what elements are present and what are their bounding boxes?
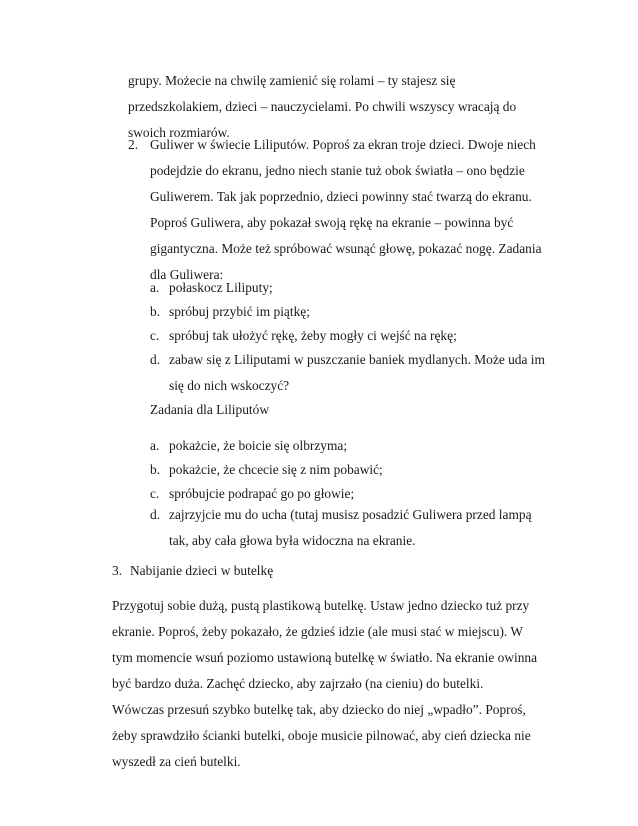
guliwer-task-a-letter: a.: [150, 280, 160, 295]
liliput-task-b: pokażcie, że chcecie się z nim pobawić;: [169, 462, 383, 477]
guliwer-task-c-letter: c.: [150, 328, 160, 343]
guliwer-task-b: spróbuj przybić im piątkę;: [169, 304, 310, 319]
liliput-task-d: zajrzyjcie mu do ucha (tutaj musisz posadzić Guliwera przed lampą tak, aby cała głowa była widoczna na ekranie.: [169, 507, 532, 548]
guliwer-task-d: zabaw się z Liliputami w puszczanie baniek mydlanych. Może uda im się do nich wskoczyć?: [169, 352, 545, 393]
guliwer-task-a: połaskocz Liliputy;: [169, 280, 273, 295]
guliwer-task-c: spróbuj tak ułożyć rękę, żeby mogły ci wejść na rękę;: [169, 328, 457, 343]
item-2-text: Guliwer w świecie Liliputów. Poproś za ekran troje dzieci. Dwoje niech podejdzie do ekranu, jedno niech stanie tuż obok światła – ono będzie Guliwerem. Tak jak poprzednio, dzieci powinny stać twarzą do ekranu. Poproś Guliwera, aby pokazał swoją rękę na ekranie – powinna być gigantyczna. Może też spróbować wsunąć głowę, pokazać nogę. Zadania dla Guliwera:: [150, 137, 542, 282]
section-3-paragraph: Przygotuj sobie dużą, pustą plastikową butelkę. Ustaw jedno dziecko tuż przy ekranie. Poproś, żeby pokazało, że gdzieś idzie (ale musi stać w miejscu). W tym momencie wsuń poziomo ustawioną butelkę w światło. Na ekranie owinna być bardzo duża. Zachęć dziecko, aby zajrzało (na cieniu) do butelki. Wówczas przesuń szybko butelkę tak, aby dziecko do niej „wpadło”. Poproś, żeby sprawdziło ścianki butelki, oboje musicie pilnować, aby cień dziecka nie wyszedł za cień butelki.: [112, 598, 538, 769]
liliput-task-c-letter: c.: [150, 486, 160, 501]
liliput-task-d-letter: d.: [150, 507, 161, 522]
guliwer-task-d-letter: d.: [150, 352, 161, 367]
liliput-task-a: pokażcie, że boicie się olbrzyma;: [169, 438, 348, 453]
liliput-task-c: spróbujcie podrapać go po głowie;: [169, 486, 355, 501]
continued-paragraph: grupy. Możecie na chwilę zamienić się rolami – ty stajesz się przedszkolakiem, dzieci – nauczycielami. Po chwili wszyscy wracają do swoich rozmiarów.: [128, 73, 517, 140]
section-3-number: 3.: [112, 563, 123, 578]
guliwer-task-b-letter: b.: [150, 304, 161, 319]
liliputy-heading: Zadania dla Liliputów: [150, 402, 269, 417]
section-3-heading: Nabijanie dzieci w butelkę: [130, 563, 274, 578]
liliput-task-a-letter: a.: [150, 438, 160, 453]
liliput-task-b-letter: b.: [150, 462, 161, 477]
item-2-number: 2.: [128, 137, 139, 152]
